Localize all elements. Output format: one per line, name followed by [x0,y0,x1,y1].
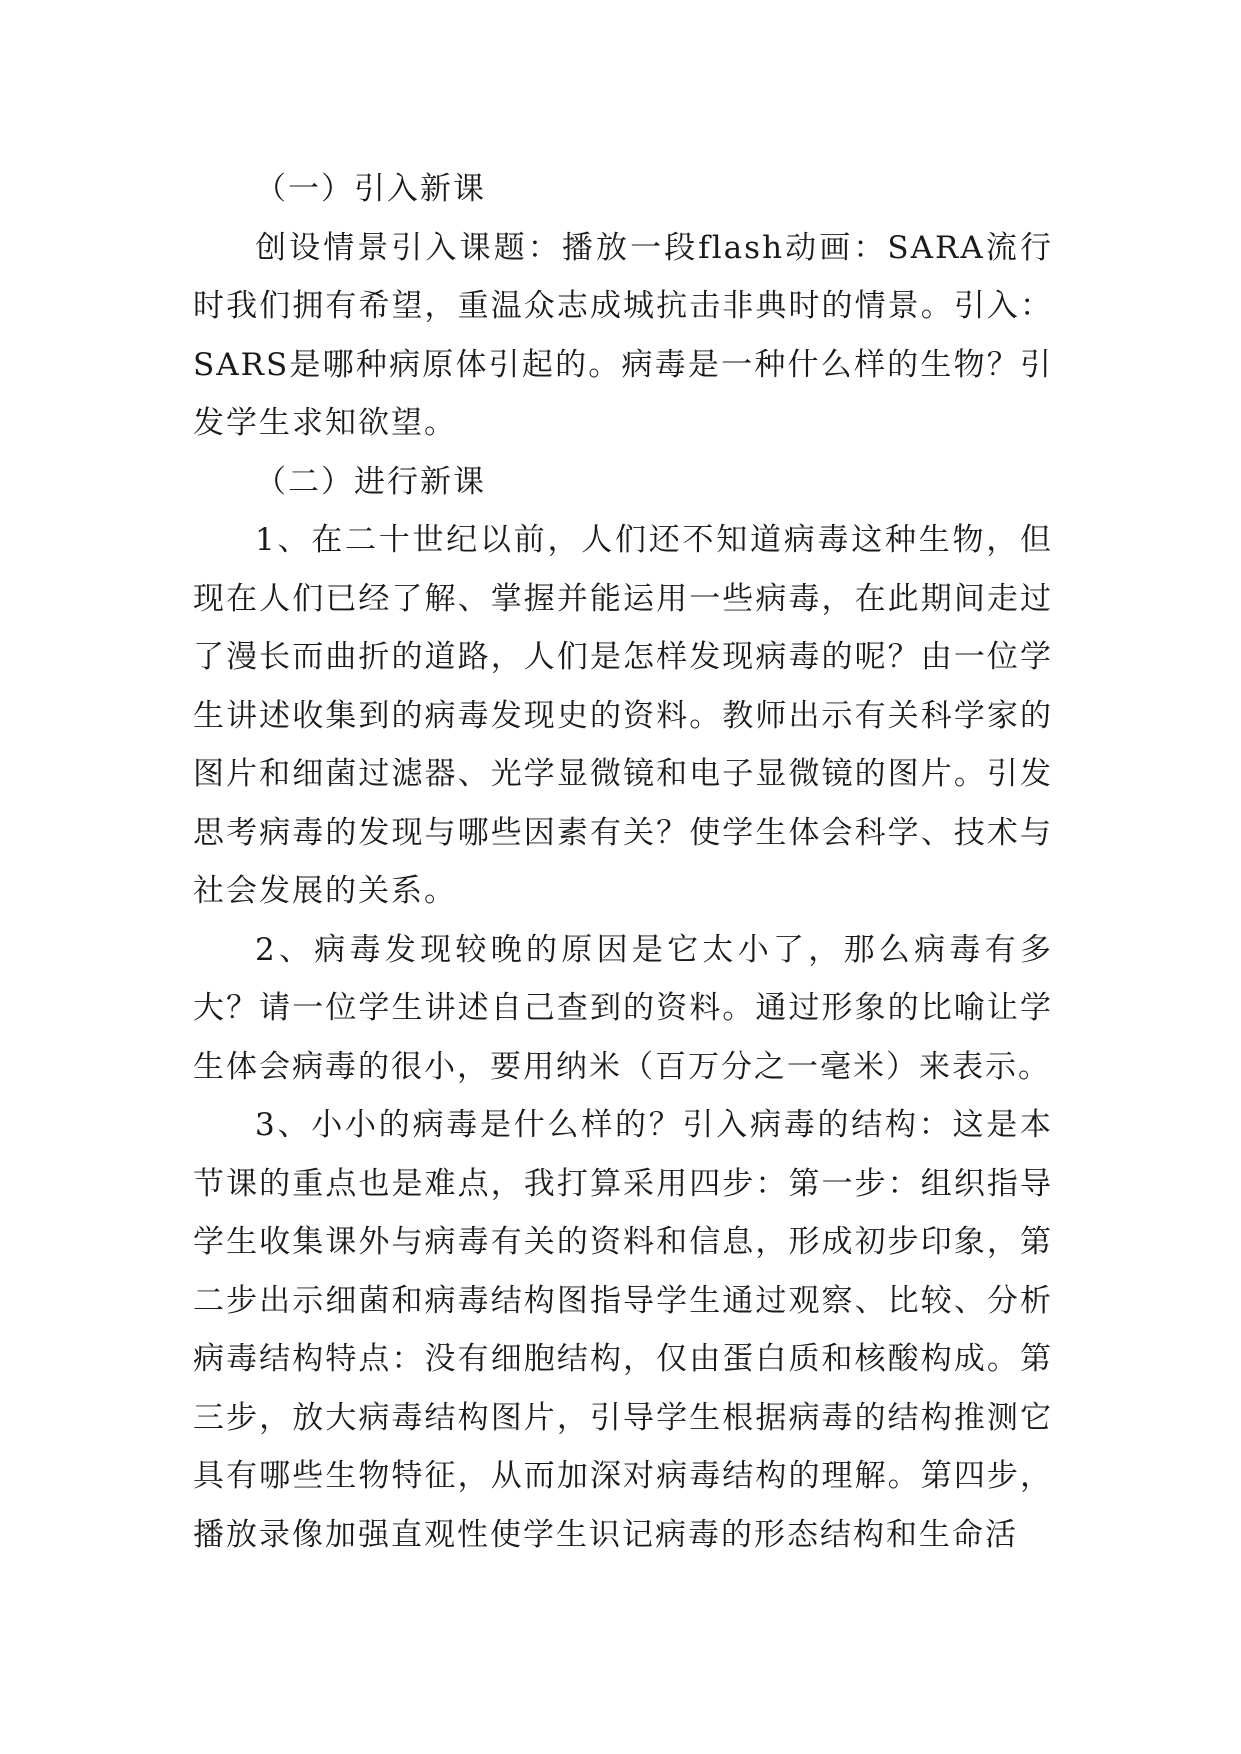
paragraph-intro: 创设情景引入课题：播放一段flash动画：SARA流行时我们拥有希望，重温众志成城抗击非典时的情景。引入：SARS是哪种病原体引起的。病毒是一种什么样的生物？引发学生求知欲望。 [193,229,1053,441]
paragraph-virus-structure: 3、小小的病毒是什么样的？引入病毒的结构：这是本节课的重点也是难点，我打算采用四步：第一步：组织指导学生收集课外与病毒有关的资料和信息，形成初步印象，第二步出示细菌和病毒结构图指导学生通过观察、比较、分析病毒结构特点：没有细胞结构，仅由蛋白质和核酸构成。第三步，放大病毒结构图片，引导学生根据病毒的结构推测它具有哪些生物特征，从而加深对病毒结构的理解。第四步，播放录像加强直观性使学生识记病毒的形态结构和生命活 [193,1107,1053,1553]
document-body [193,160,1053,1564]
section-heading-intro: （一）引入新课 [255,171,486,207]
paragraph-virus-size: 2、病毒发现较晚的原因是它太小了，那么病毒有多大？请一位学生讲述自己查到的资料。通过形象的比喻让学生体会病毒的很小，要用纳米（百万分之一毫米）来表示。 [193,931,1053,1085]
section-heading-new-lesson: （二）进行新课 [255,463,486,500]
paragraph-virus-discovery: 1、在二十世纪以前，人们还不知道病毒这种生物，但现在人们已经了解、掌握并能运用一些病毒，在此期间走过了漫长而曲折的道路，人们是怎样发现病毒的呢？由一位学生讲述收集到的病毒发现史的资料。教师出示有关科学家的图片和细菌过滤器、光学显微镜和电子显微镜的图片。引发思考病毒的发现与哪些因素有关？使学生体会科学、技术与社会发展的关系。 [193,522,1053,909]
